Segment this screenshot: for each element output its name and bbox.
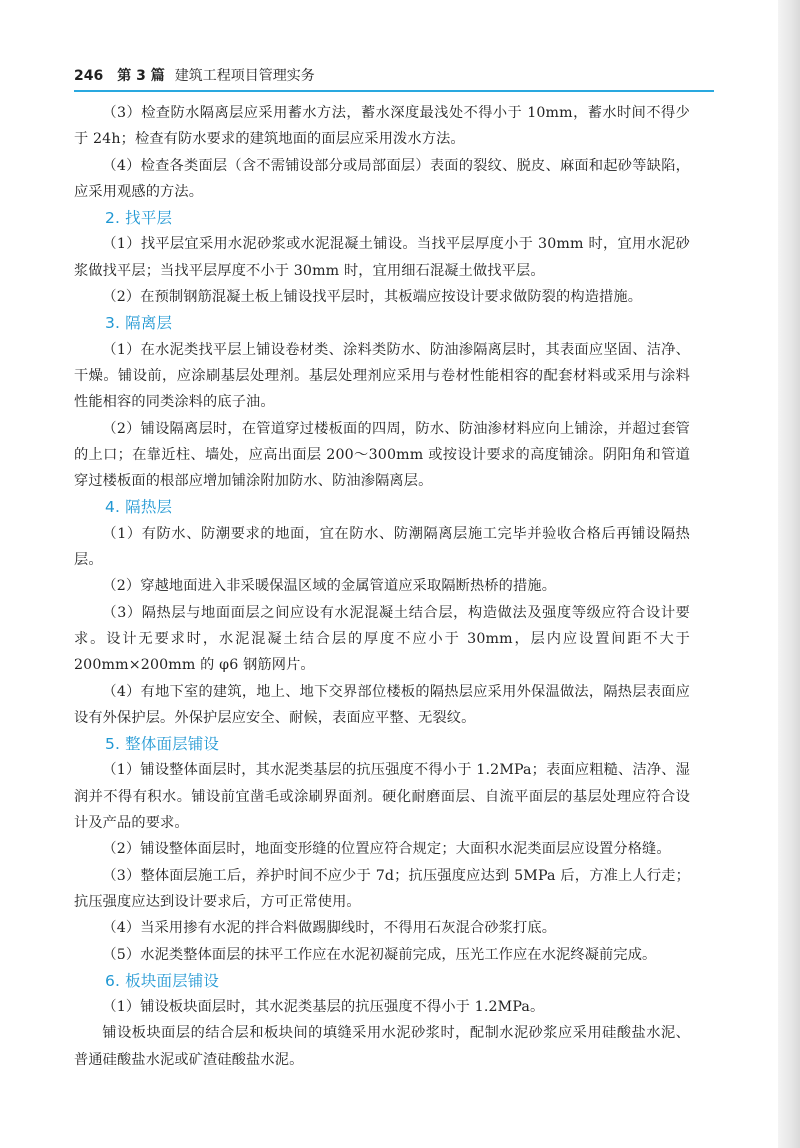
paragraph: （2）穿越地面进入非采暖保温区域的金属管道应采取隔断热桥的措施。 <box>102 578 557 595</box>
paragraph: （1）有防水、防潮要求的地面，宜在防水、防潮隔离层施工完毕并验收合格后再铺设隔热层。 <box>74 525 690 569</box>
section-heading: 3. 隔离层 <box>105 314 173 333</box>
page-number: 246 <box>74 68 104 84</box>
paragraph: （2）铺设隔离层时，在管道穿过楼板面的四周，防水、防油渗材料应向上铺涂，并超过套管的上口；在靠近柱、墙处，应高出面层 200～300mm 或按设计要求的高度铺涂。阴阳角和管道穿过楼板面的根部应增加铺涂附加防水、防油渗隔离层。 <box>74 420 690 490</box>
page-edge-shadow <box>778 0 800 1148</box>
header-rule <box>74 90 714 92</box>
paragraph: （4）当采用掺有水泥的拌合料做踢脚线时，不得用石灰混合砂浆打底。 <box>102 920 557 937</box>
running-header <box>74 64 714 88</box>
paragraph: （1）在水泥类找平层上铺设卷材类、涂料类防水、防油渗隔离层时，其表面应坚固、洁净、干燥。铺设前，应涂刷基层处理剂。基层处理剂应采用与卷材性能相容的配套材料或采用与涂料性能相容的同类涂料的底子油。 <box>74 341 690 411</box>
paragraph: （2）铺设整体面层时，地面变形缝的位置应符合规定；大面积水泥类面层应设置分格缝。 <box>102 841 671 858</box>
paragraph: （1）铺设整体面层时，其水泥类基层的抗压强度不得小于 1.2MPa；表面应粗糙、洁净、湿润并不得有积水。铺设前宜凿毛或涂刷界面剂。硬化耐磨面层、自流平面层的基层处理应符合设计及产品的要求。 <box>74 762 690 832</box>
page-content <box>74 100 690 1073</box>
paragraph: （2）在预制钢筋混凝土板上铺设找平层时，其板端应按设计要求做防裂的构造措施。 <box>102 289 643 306</box>
paragraph: （3）检查防水隔离层应采用蓄水方法，蓄水深度最浅处不得小于 10mm，蓄水时间不得少于 24h；检查有防水要求的建筑地面的面层应采用泼水方法。 <box>74 105 690 148</box>
paragraph: （4）检查各类面层（含不需铺设部分或局部面层）表面的裂纹、脱皮、麻面和起砂等缺陷，应采用观感的方法。 <box>74 157 690 200</box>
paragraph: （1）找平层宜采用水泥砂浆或水泥混凝土铺设。当找平层厚度小于 30mm 时，宜用水泥砂浆做找平层；当找平层厚度不小于 30mm 时，宜用细石混凝土做找平层。 <box>74 236 690 279</box>
paragraph: （1）铺设板块面层时，其水泥类基层的抗压强度不得小于 1.2MPa。 <box>102 999 545 1016</box>
paragraph: （5）水泥类整体面层的抹平工作应在水泥初凝前完成，压光工作应在水泥终凝前完成。 <box>102 946 657 963</box>
section-heading: 5. 整体面层铺设 <box>105 735 220 754</box>
paragraph: （3）整体面层施工后，养护时间不应少于 7d；抗压强度应达到 5MPa 后，方准上人行走；抗压强度应达到设计要求后，方可正常使用。 <box>74 867 690 910</box>
section-heading: 2. 找平层 <box>105 209 173 228</box>
section-heading: 6. 板块面层铺设 <box>105 971 220 990</box>
paragraph: （3）隔热层与地面面层之间应设有水泥混凝土结合层，构造做法及强度等级应符合设计要求。设计无要求时，水泥混凝土结合层的厚度不应小于 30mm，层内应设置间距不大于 200mm×200mm 的 φ6 钢筋网片。 <box>74 604 690 674</box>
paragraph: 铺设板块面层的结合层和板块间的填缝采用水泥砂浆时，配制水泥砂浆应采用硅酸盐水泥、普通硅酸盐水泥或矿渣硅酸盐水泥。 <box>74 1025 690 1068</box>
section-heading: 4. 隔热层 <box>105 498 173 517</box>
paragraph: （4）有地下室的建筑，地上、地下交界部位楼板的隔热层应采用外保温做法，隔热层表面应设有外保护层。外保护层应安全、耐候，表面应平整、无裂纹。 <box>74 683 690 726</box>
book-section-title: 建筑工程项目管理实务 <box>174 68 315 84</box>
part-label: 第 3 篇 <box>117 68 165 84</box>
